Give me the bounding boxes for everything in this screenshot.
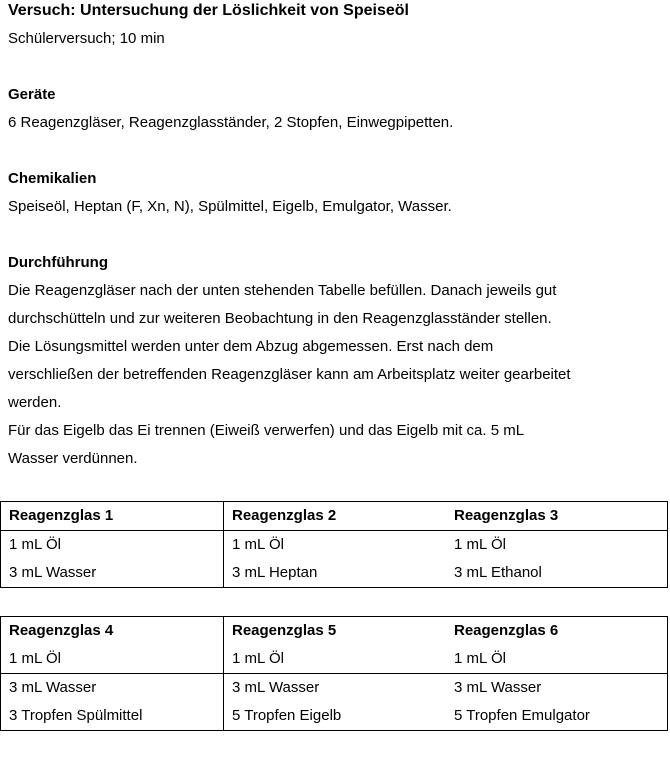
table-header-cell: Reagenzglas 4 bbox=[1, 617, 224, 646]
procedure-line: Für das Eigelb das Ei trennen (Eiweiß verwerfen) und das Eigelb mit ca. 5 mL bbox=[8, 422, 525, 439]
table-row bbox=[1, 674, 668, 731]
table-cell bbox=[1, 674, 224, 731]
table-cell bbox=[224, 531, 447, 588]
procedure-line: Wasser verdünnen. bbox=[8, 450, 138, 467]
table-header-cell: Reagenzglas 3 bbox=[446, 502, 668, 531]
procedure-line: werden. bbox=[8, 394, 62, 411]
table-cell bbox=[446, 531, 668, 588]
cell-line: 3 Tropfen Spülmittel bbox=[9, 707, 143, 724]
table-header-cell: Reagenzglas 1 bbox=[1, 502, 224, 531]
document-subtitle: Schülerversuch; 10 min bbox=[8, 30, 165, 47]
section-text-chemikalien: Speiseöl, Heptan (F, Xn, N), Spülmittel, Eigelb, Emulgator, Wasser. bbox=[8, 198, 452, 215]
cell-line: 1 mL Öl bbox=[9, 536, 61, 553]
procedure-line: Die Lösungsmittel werden unter dem Abzug abgemessen. Erst nach dem bbox=[8, 338, 494, 355]
table-cell: 1 mL Öl bbox=[1, 645, 224, 674]
spacer bbox=[8, 56, 663, 84]
cell-line: 3 mL Wasser bbox=[232, 679, 320, 696]
document-body bbox=[8, 0, 663, 476]
cell-line: 5 Tropfen Eigelb bbox=[232, 707, 342, 724]
table-cell: 1 mL Öl bbox=[224, 645, 447, 674]
table-header-cell: Reagenzglas 5 bbox=[224, 617, 447, 646]
table-header-cell: Reagenzglas 2 bbox=[224, 502, 447, 531]
table-header-row bbox=[1, 617, 668, 646]
table-cell bbox=[1, 531, 224, 588]
spacer bbox=[8, 140, 663, 168]
cell-line: 3 mL Wasser bbox=[454, 679, 542, 696]
cell-line: 5 Tropfen Emulgator bbox=[454, 707, 590, 724]
table-header-cell: Reagenzglas 6 bbox=[446, 617, 668, 646]
table-row bbox=[1, 531, 668, 588]
table-header-row bbox=[1, 502, 668, 531]
table-cell bbox=[446, 674, 668, 731]
cell-line: 3 mL Heptan bbox=[232, 564, 318, 581]
section-heading-durchfuehrung: Durchführung bbox=[8, 254, 108, 271]
cell-line: 3 mL Wasser bbox=[9, 564, 97, 581]
section-heading-geraete: Geräte bbox=[8, 86, 56, 103]
cell-line: 3 mL Ethanol bbox=[454, 564, 542, 581]
test-tube-table-1 bbox=[0, 501, 668, 588]
spacer bbox=[8, 224, 663, 252]
section-text-geraete: 6 Reagenzgläser, Reagenzglasständer, 2 Stopfen, Einwegpipetten. bbox=[8, 114, 454, 131]
procedure-line: durchschütteln und zur weiteren Beobachtung in den Reagenzglasständer stellen. bbox=[8, 310, 552, 327]
document-title: Versuch: Untersuchung der Löslichkeit von Speiseöl bbox=[8, 2, 409, 19]
cell-line: 3 mL Wasser bbox=[9, 679, 97, 696]
cell-line: 1 mL Öl bbox=[232, 536, 284, 553]
section-heading-chemikalien: Chemikalien bbox=[8, 170, 97, 187]
table-cell bbox=[224, 674, 447, 731]
cell-line: 1 mL Öl bbox=[454, 536, 506, 553]
test-tube-table-2 bbox=[0, 616, 668, 731]
procedure-line: Die Reagenzgläser nach der unten stehenden Tabelle befüllen. Danach jeweils gut bbox=[8, 282, 557, 299]
table-row bbox=[1, 645, 668, 674]
procedure-line: verschließen der betreffenden Reagenzgläser kann am Arbeitsplatz weiter gearbeitet bbox=[8, 366, 571, 383]
table-cell: 1 mL Öl bbox=[446, 645, 668, 674]
